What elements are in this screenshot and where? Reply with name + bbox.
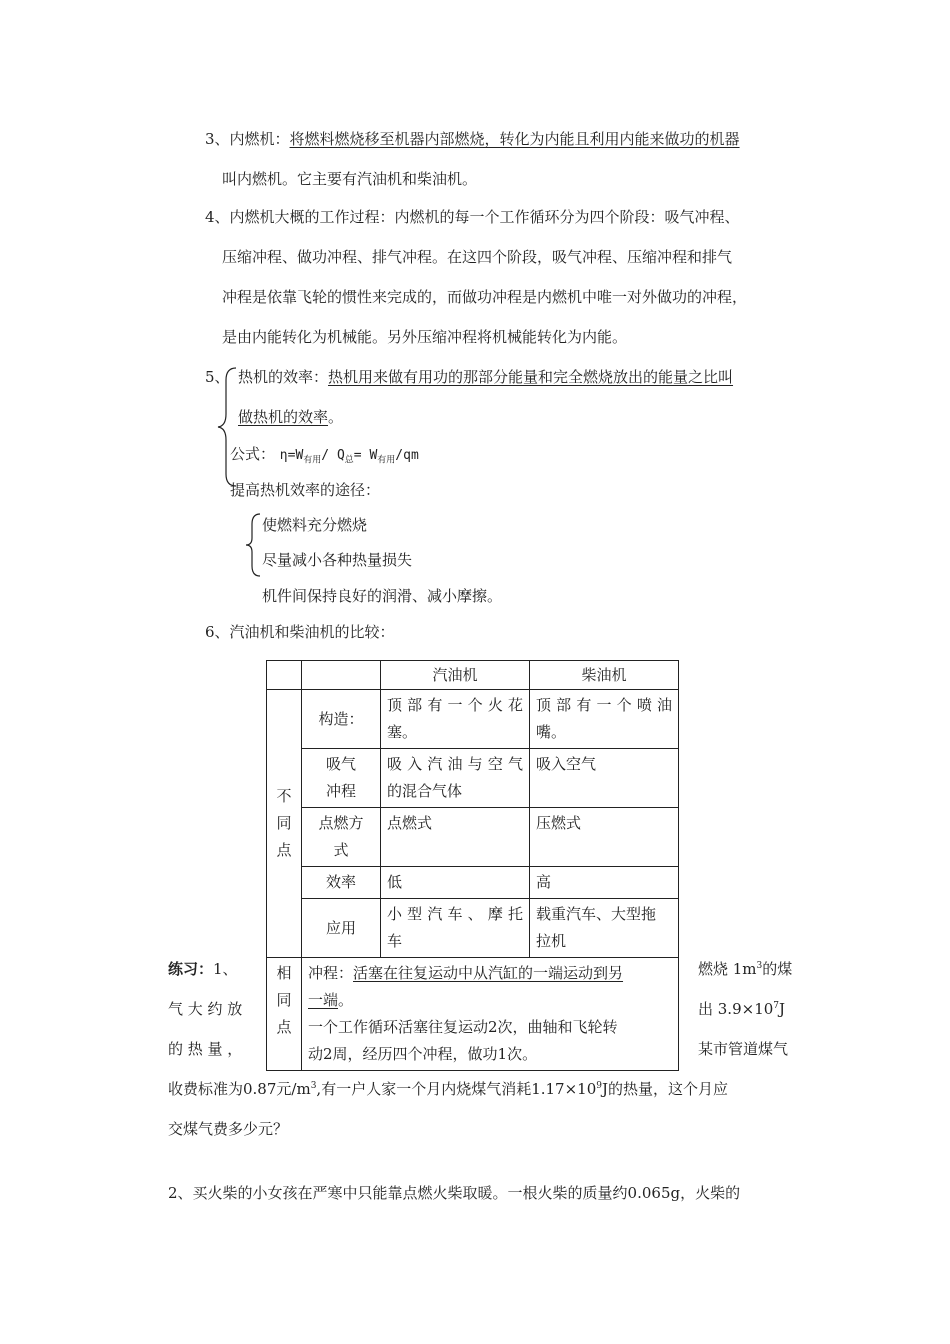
internal-combustion-engine-definition: 将燃料燃烧移至机器内部燃烧，转化为内能且利用内能来做功的机器: [289, 130, 740, 148]
table-row: [267, 899, 679, 958]
left-brace-efficiency: [214, 366, 238, 488]
row-label-intake: 吸气 冲程: [302, 749, 381, 808]
table-row: [267, 749, 679, 808]
table-header-blank-2: [302, 661, 381, 690]
table-header-row: [267, 661, 679, 690]
efficiency-formula: 公式： $\eta=W_{有用}/$ $Q_总= W_{有用}/qm$: [230, 445, 419, 466]
cell-gasoline-structure: 顶部有一个火花 塞。: [381, 690, 530, 749]
cell-gasoline-intake: 吸入汽油与空气 的混合气体: [381, 749, 530, 808]
exercise-question-2: 2、买火柴的小女孩在严寒中只能靠点燃火柴取暖。一根火柴的质量约0.065g，火柴的: [168, 1184, 741, 1202]
exercise-line-4: 收费标准为0.87元$/m^3$,有一户人家一个月内烧煤气消耗$1.17\times 10^9J$的热量，这个月应: [168, 1080, 728, 1098]
para-4-line-4: 是由内能转化为机械能。另外压缩冲程将机械能转化为内能。: [222, 328, 628, 346]
para-3-line-1: 3、内燃机：将燃料燃烧移至机器内部燃烧，转化为内能且利用内能来做功的机器: [205, 130, 740, 148]
table-header-gasoline: 汽油机: [381, 661, 530, 690]
para-5-line-2: 做热机的效率。: [238, 408, 344, 426]
same-group-label: 相 同 点: [267, 958, 302, 1071]
para-4-line-2: 压缩冲程、做功冲程、排气冲程。在这四个阶段，吸气冲程、压缩冲程和排气: [222, 248, 733, 266]
row-label-application: 应用: [302, 899, 381, 958]
cell-gasoline-ignition: 点燃式: [381, 808, 530, 867]
exercise-label: 练习：: [168, 960, 214, 978]
way-item-1: 使燃料充分燃烧: [262, 516, 368, 534]
table-row: [267, 808, 679, 867]
row-label-ignition: 点燃方 式: [302, 808, 381, 867]
left-brace-ways: [244, 512, 262, 578]
exercise-line-1-left: 练习：1、: [168, 960, 238, 978]
para-6-title: 6、汽油机和柴油机的比较：: [205, 623, 395, 641]
cell-diesel-structure: 顶部有一个喷油 嘴。: [530, 690, 679, 749]
engine-comparison-table: [266, 660, 679, 1071]
cell-same-points: 冲程：活塞在往复运动中从汽缸的一端运动到另 一端。 一个工作循环活塞往复运动2次，曲轴和飞轮转 动2周，经历四个冲程，做功1次。: [302, 958, 679, 1071]
para-5-line-1: 热机的效率：热机用来做有用功的那部分能量和完全燃烧放出的能量之比叫: [238, 368, 734, 386]
para-4-line-3: 冲程是依靠飞轮的惯性来完成的，而做功冲程是内燃机中唯一对外做功的冲程，: [222, 288, 748, 306]
efficiency-ways-title: 提高热机效率的途径：: [230, 481, 381, 499]
row-label-structure: 构造：: [302, 690, 381, 749]
exercise-line-2-right: 出 $3.9\times 10^7J$: [698, 1000, 786, 1018]
way-item-2: 尽量减小各种热量损失: [262, 551, 413, 569]
para-4-line-1: 4、内燃机大概的工作过程：内燃机的每一个工作循环分为四个阶段：吸气冲程、: [205, 208, 740, 226]
stroke-definition-2: 一端: [308, 991, 339, 1009]
para-3-line-2: 叫内燃机。它主要有汽油机和柴油机。: [222, 170, 478, 188]
cell-gasoline-application: 小型汽车、摩托 车: [381, 899, 530, 958]
cell-gasoline-efficiency: 低: [381, 867, 530, 899]
exercise-line-3-left: 的 热 量 ，: [168, 1040, 243, 1058]
way-item-3: 机件间保持良好的润滑、减小摩擦。: [262, 587, 503, 605]
cell-diesel-application: 载重汽车、大型拖 拉机: [530, 899, 679, 958]
cell-diesel-intake: 吸入空气: [530, 749, 679, 808]
exercise-line-5: 交煤气费多少元？: [168, 1120, 289, 1138]
stroke-definition-1: 活塞在往复运动中从汽缸的一端运动到另: [353, 964, 624, 982]
exercise-line-2-left: 气 大 约 放: [168, 1000, 243, 1018]
efficiency-definition-2: 做热机的效率: [238, 408, 329, 426]
table-row: [267, 690, 679, 749]
table-header-diesel: 柴油机: [530, 661, 679, 690]
table-header-blank-1: [267, 661, 302, 690]
diff-group-label: 不 同 点: [267, 690, 302, 958]
table-row: [267, 958, 679, 1071]
exercise-line-1-right: 燃烧 $1m^3$的煤: [698, 960, 793, 978]
exercise-line-3-right: 某市管道煤气: [698, 1040, 789, 1058]
para-5-number: 5、: [205, 368, 230, 386]
cell-diesel-ignition: 压燃式: [530, 808, 679, 867]
cell-diesel-efficiency: 高: [530, 867, 679, 899]
row-label-efficiency: 效率: [302, 867, 381, 899]
table-row: [267, 867, 679, 899]
efficiency-definition-1: 热机用来做有用功的那部分能量和完全燃烧放出的能量之比叫: [328, 368, 734, 386]
